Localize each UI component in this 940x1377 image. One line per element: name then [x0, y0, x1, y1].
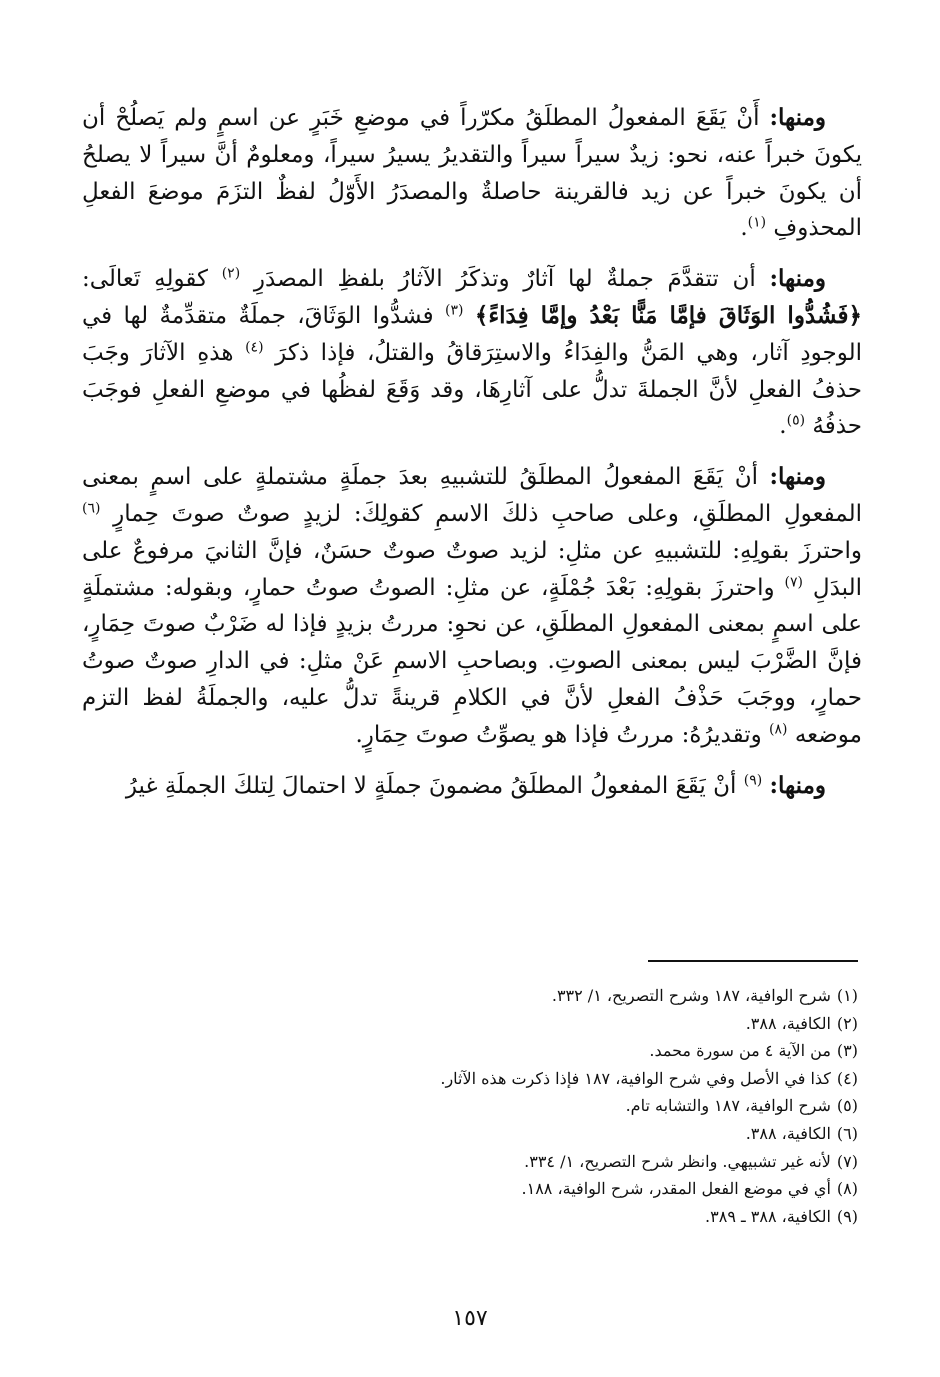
paragraph-text: أنْ يَقَعَ المفعولُ المطلَقُ مضمونَ جملَةٍ لا احتمالَ لِتلكَ الجملَةِ غيرُ: [125, 772, 744, 799]
footnote-item: [158, 982, 858, 1010]
footnote-ref: (٣): [445, 302, 464, 319]
paragraph-2: [82, 261, 862, 445]
footnote-text: الكافية، ٣٨٨.: [745, 1013, 831, 1033]
paragraph-lead: ومنها:: [769, 771, 826, 799]
paragraph-text: أَنْ يَقَعَ المفعولُ المطلَقُ مكرّراً في موضعِ خَبَرٍ عن اسمٍ ولم يَصلُحْ أن يكونَ خبراً عنه، نحو: زيدٌ سيراً سيراً والتقديرُ يسيرُ سيراً، ومعلومٌ أنَّ سيراً لا يصلحُ أن يكونَ خبراً عن زيد فالقرينة حاصلةٌ والمصدَرُ الأَوّلُ لفظٌ التزَمَ موضعَ الفعلِ المحذوفِ: [82, 105, 862, 242]
footnote-text: شرح الوافية، ١٨٧ وشرح التصريح، ١/ ٣٣٢.: [551, 986, 831, 1005]
footnote-item: [158, 1148, 858, 1176]
paragraph-text: .: [740, 215, 748, 242]
footnote-number: (١): [836, 986, 858, 1005]
footnote-ref: (٦): [82, 500, 101, 517]
footnote-item: [158, 1120, 858, 1148]
paragraph-text: [464, 303, 475, 329]
footnote-text: شرح الوافية، ١٨٧ والتشابه تام.: [625, 1096, 831, 1116]
footnote-ref: (٧): [784, 573, 803, 590]
footnote-ref: (١): [747, 214, 767, 231]
paragraph-text: .: [779, 413, 787, 440]
footnote-text: من الآية ٤ من سورة محمد.: [649, 1041, 831, 1061]
footnote-number: (٩): [836, 1206, 858, 1226]
paragraph-text: واحترزَ بقولِهِ: بَعْدَ جُمْلَةٍ، عن مثلِ: الصوتُ صوتُ حمارٍ، وبقوله: مشتملَةٍ على اسمٍ بمعنى المفعولِ المطلَقِ، عن نحوِ: مررتُ بزيدٍ فإذا له ضَرْبٌ صوتَ حِمَارٍ، فإنَّ الضَّرْبَ ليس بمعنى الصوتِ. وبصاحبِ الاسمِ عَنْ مثلِ: في الدارِ صوتٌ صوتُ حمارٍ، ووجَبَ حَذْفُ الفعلِ لأنَّ في الكلامِ قرينةً تدلُّ عليه، والجملَةُ لفظ التزم موضعه: [82, 574, 862, 748]
paragraph-text: فشدُّوا الوَثَاقَ، جملَةٌ متقدِّمةٌ لها في الوجودِ آثار، وهي المَنُّ والفِدَاءُ والاستِرَقاقُ والقتلُ، فإذا ذكرَ: [82, 302, 862, 366]
main-text: [82, 100, 862, 818]
footnote-text: الكافية، ٣٨٨.: [745, 1123, 831, 1143]
footnote-text: أي في موضع الفعل المقدر، شرح الوافية، ١٨٨.: [521, 1179, 831, 1199]
paragraph-4: [82, 768, 862, 805]
paragraph-text: هذهِ الآثارَ وجَبَ حذفُ الفعلِ لأنَّ الجملةَ تدلُّ على آثارِهَا، وقد وَقَعَ لفظُها في موضعِ الفعلِ فوجَبَ حذفُهُ: [82, 339, 862, 440]
paragraph-text: وتقديرُهُ: مررتُ فإذا هو يصوِّتُ صوتَ حِمَارٍ.: [355, 721, 770, 748]
footnotes-list: [158, 982, 858, 1230]
paragraph-text: أنْ يَقَعَ المفعولُ المطلَقُ للتشبيهِ بعدَ جملَةٍ مشتملةٍ على اسمٍ بمعنى المفعولِ المطلَقِ، وعلى صاحبِ ذلكَ الاسمِ كقولِكَ: لزيدٍ صوتٌ صوتَ حِمارٍ: [82, 464, 862, 527]
paragraph-3: [82, 459, 862, 753]
footnote-number: (٧): [836, 1151, 858, 1171]
footnote-item: [158, 1175, 858, 1203]
paragraph-text: كقولِهِ تَعالَى:: [82, 266, 222, 293]
footnote-ref: (٥): [786, 412, 806, 429]
footnote-item: [158, 1010, 858, 1038]
footnote-text: كذا في الأصل وفي شرح الوافية، ١٨٧ فإذا ذكرت هذه الآثار.: [440, 1068, 831, 1088]
footnote-item: [158, 1065, 858, 1093]
paragraph-text: [762, 773, 769, 799]
footnote-number: (٦): [836, 1123, 858, 1143]
paragraph-lead: ومنها:: [769, 104, 826, 131]
footnote-text: الكافية، ٣٨٨ ـ ٣٨٩.: [705, 1206, 831, 1226]
footnote-separator: [648, 960, 858, 962]
page-number: ١٥٧: [452, 1306, 488, 1331]
footnote-number: (٨): [836, 1179, 858, 1199]
footnote-number: (٣): [836, 1041, 858, 1061]
paragraph-text: أن تتقدَّمَ جملةٌ لها آثارٌ وتذكَرُ الآثارُ بلفظِ المصدَرِ: [240, 266, 770, 293]
footnote-item: [158, 1203, 858, 1231]
footnote-number: (٤): [836, 1068, 858, 1088]
paragraph-lead: ومنها:: [769, 265, 827, 293]
footnote-ref: (٢): [221, 265, 241, 282]
quran-verse: ﴿فَشُدُّوا الوَثَاقَ فإمَّا مَنًّا بَعْدُ وإمَّا فِدَاءً﴾: [474, 301, 862, 329]
footnote-text: لأنه غير تشبيهي. وانظر شرح التصريح، ١/ ٣٣٤.: [524, 1151, 831, 1171]
footnote-ref: (٤): [245, 339, 264, 356]
footnote-number: (٢): [836, 1013, 858, 1033]
footnote-ref: (٨): [769, 721, 788, 738]
paragraph-1: [82, 100, 862, 247]
footnote-number: (٥): [836, 1096, 858, 1116]
footnote-item: [158, 1037, 858, 1065]
footnote-item: [158, 1092, 858, 1120]
footnote-ref: (٩): [743, 771, 763, 788]
paragraph-lead: ومنها:: [769, 463, 826, 491]
paragraph-text: واحترزَ بقولِهِ: للتشبيهِ عن مثلِ: لزيد صوتٌ صوتٌ حسَنٌ، فإنَّ الثانيَ مرفوعٌ على البدَلِ: [82, 537, 862, 601]
